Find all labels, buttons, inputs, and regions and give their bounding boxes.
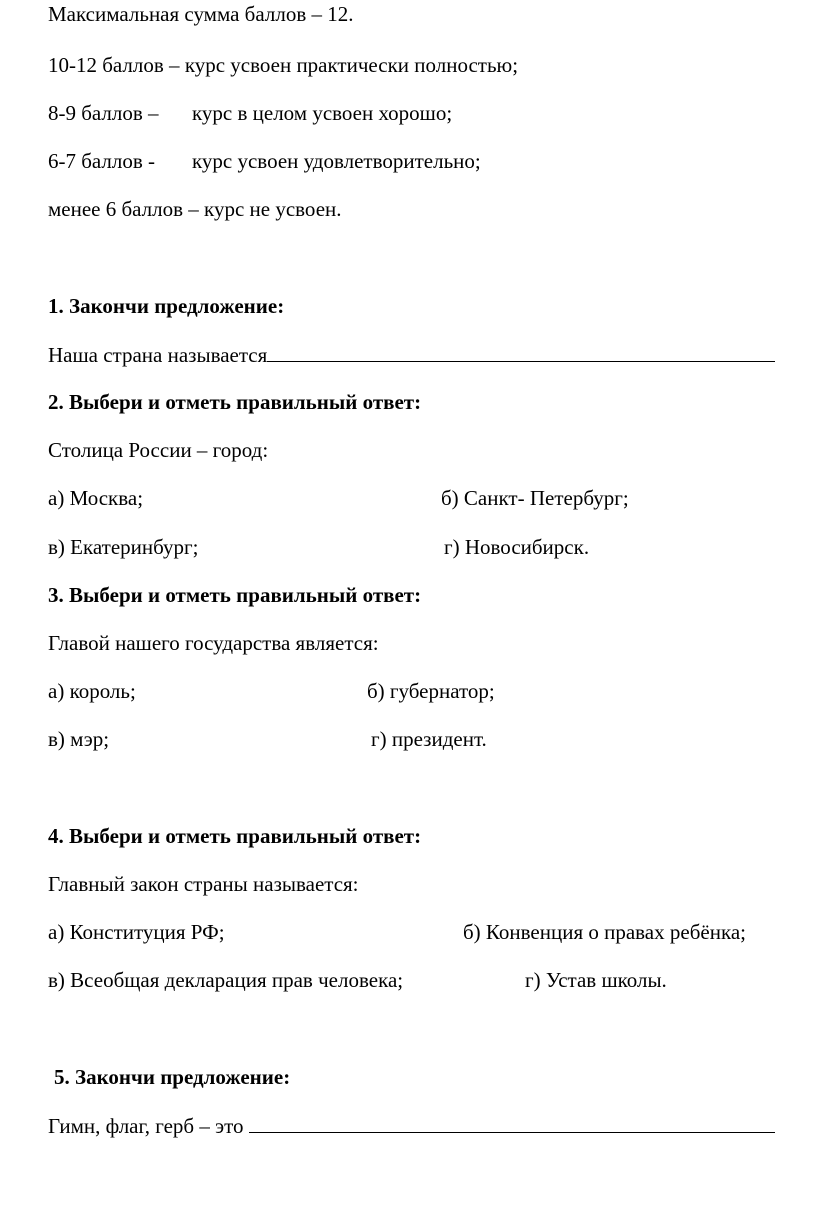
q2-prompt: Столица России – город: [48,438,269,462]
q1-sentence [48,342,775,367]
q5-title: 5. Закончи предложение: [54,1065,291,1089]
q4-option-b[interactable]: б) Конвенция о правах ребёнка; [463,920,746,944]
grading-score: 6-7 баллов - [48,149,161,173]
q2-title: 2. Выбери и отметь правильный ответ: [48,390,422,414]
q3-option-c[interactable]: в) мэр; [48,727,110,751]
grading-6-7 [48,149,160,173]
q4-prompt: Главный закон страны называется: [48,872,359,896]
q3-title: 3. Выбери и отметь правильный ответ: [48,583,422,607]
grading-8-9 [48,101,164,125]
q4-option-c[interactable]: в) Всеобщая декларация прав человека; [48,968,404,992]
grading-description: курс усвоен удовлетворительно; [192,149,481,173]
q3-option-d[interactable]: г) президент. [371,727,487,751]
q1-title: 1. Закончи предложение: [48,294,285,318]
q4-title: 4. Выбери и отметь правильный ответ: [48,824,422,848]
q1-answer-blank[interactable] [267,342,775,362]
grading-below-6: менее 6 баллов – курс не усвоен. [48,197,342,221]
grading-description: курс в целом усвоен хорошо; [192,101,453,125]
q4-option-a[interactable]: а) Конституция РФ; [48,920,225,944]
q2-option-c[interactable]: в) Екатеринбург; [48,535,199,559]
grading-score: 10-12 баллов – [48,53,185,77]
q5-prompt: Гимн, флаг, герб – это [48,1114,249,1138]
q2-option-d[interactable]: г) Новосибирск. [444,535,590,559]
q1-prompt: Наша страна называется [48,343,268,367]
q4-option-d[interactable]: г) Устав школы. [525,968,667,992]
q3-option-b[interactable]: б) губернатор; [367,679,495,703]
q3-option-a[interactable]: а) король; [48,679,136,703]
q5-sentence [48,1113,775,1138]
grading-score: 8-9 баллов – [48,101,164,125]
grading-10-12 [48,53,518,77]
grading-description: курс усвоен практически полностью; [184,53,519,77]
q3-prompt: Главой нашего государства является: [48,631,379,655]
q2-option-b[interactable]: б) Санкт- Петербург; [441,486,629,510]
grading-max: Максимальная сумма баллов – 12. [48,2,354,26]
q2-option-a[interactable]: а) Москва; [48,486,144,510]
q5-answer-blank[interactable] [249,1113,775,1133]
